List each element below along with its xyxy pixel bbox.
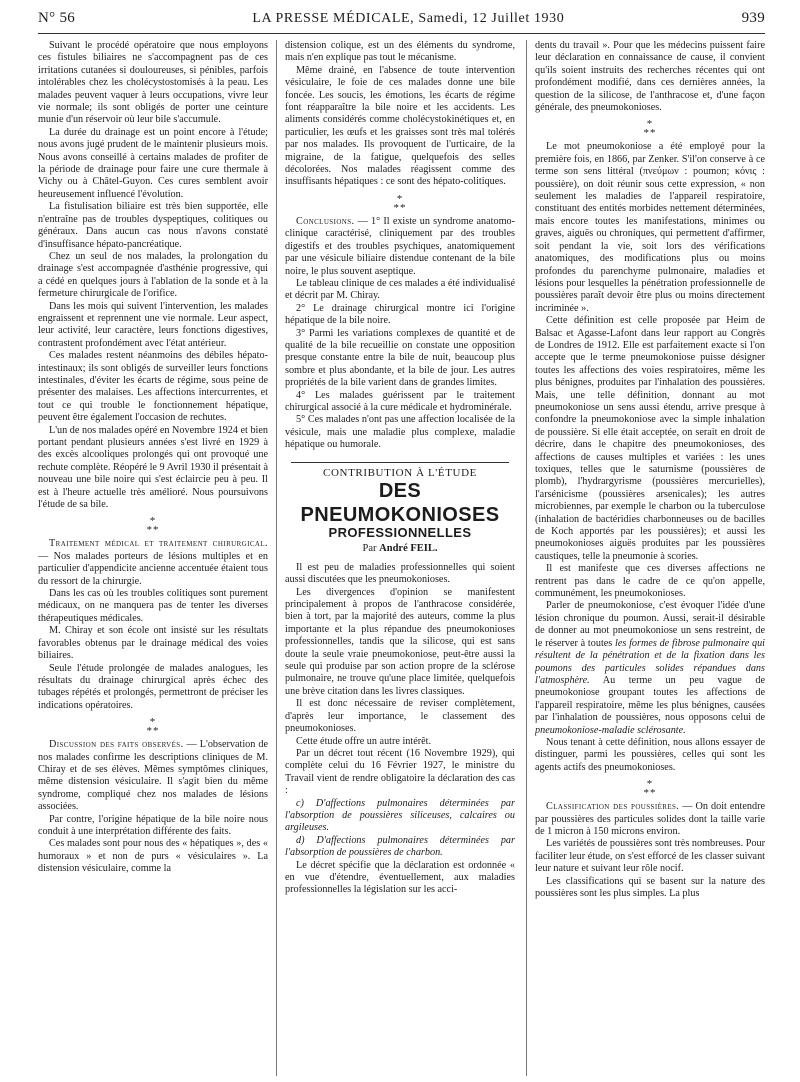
title-rule	[291, 462, 509, 463]
paragraph: dents du travail ». Pour que les médecins puissent faire leur déclaration en connaissance de cause, il convient qu'ils soient instruits des recherches récentes qui ont profondément modifié, dans ces dernières années, la question de la silicose, de l'anthracose et, d'une façon générale, des pneumokonioses.	[535, 40, 765, 114]
section-asterism: * **	[146, 515, 160, 537]
paragraph: Même drainé, en l'absence de toute intervention vésiculaire, le foie de ces malades donne une bile foncée. Les soucis, les émotions, les écarts de régime font réapparaître la bile noire et les accidents. Les aliments considérés comme cholécystokinétiques et, en particulier, les œufs et les graisses sont très mal tolérés par nos malades. Ils provoquent de l'urticaire, de la migraine, de la fatigue, quelquefois des selles décolorées. Nos malades réagissent comme des insuffisants hépatiques : ce sont des hépato-colitiques.	[285, 64, 515, 188]
paragraph: 3° Parmi les variations complexes de quantité et de qualité de la bile recueillie on constate une opposition presque constante entre la bile de nuit, beaucoup plus sombre et plus abondante, et la bile de jour. Les autres propriétés de la bile varient dans de grandes limites.	[285, 327, 515, 389]
column-1	[38, 40, 268, 1076]
paragraph: Dans les cas où les troubles colitiques sont purement médicaux, on ne manquera pas de tenter les diverses thérapeutiques médicales.	[38, 588, 268, 624]
paragraph: Ces malades restent néanmoins des débiles hépato-intestinaux; ils sont obligés de surveiller leurs fonctions intestinales, d'éviter les écarts de régime, sous peine de présenter des malaises. Les affections intercurrentes, et tout ce qui trouble le fonctionnement hépatique, peuvent être également l'occasion de rechutes.	[38, 350, 268, 424]
paragraph: Suivant le procédé opératoire que nous employons ces fistules biliaires ne s'accompagnent pas de ces irritations cutanées si douloureuses, si pénibles, parfois intolérables chez les cholécystostomisés à la peau. Les malades peuvent vaquer à leurs occupations, vivre leur vie normale; ils sont obligés de porter une ceinture munie d'un réservoir où leur bile s'accumule.	[38, 40, 268, 126]
list-item: c) D'affections pulmonaires déterminées par l'absorption de poussières siliceuses, calcaires ou argileuses.	[285, 797, 515, 834]
paragraph: La fistulisation biliaire est très bien supportée, elle n'entraîne pas de troubles dyspeptiques, colitiques ou généraux. Dans aucun cas nous n'avons constaté d'insuffisance hépato-pancréatique.	[38, 201, 268, 250]
paragraph: Par un décret tout récent (16 Novembre 1929), qui complète celui du 16 Février 1927, le ministre du Travail vient de rendre obligatoire la déclaration des cas :	[285, 747, 515, 797]
text-run: Parler de pneumokoniose, c'est évoquer l'idée d'une lésion chronique du poumon. Aussi, serait-il désirable de donner au mot pneumokoniose un sens restreint, de le réserver à toutes	[535, 600, 765, 649]
section-paragraph	[38, 739, 268, 813]
section-asterism: * **	[393, 192, 407, 214]
section-asterism: * **	[643, 778, 657, 800]
paragraph: Les divergences d'opinion se manifestent principalement à propos de l'anthracose considérée, bien à tort, par la majorité des auteurs, comme la plus importante et la plus répandue des pneumokonioses professionnelles, tandis que la silicose, qui est sans doute la seule vraie pneumokoniose, peut-être aussi la seule qui produise par son action propre de la sclérose pulmonaire, ne trouve qu'une place limitée, quelquefois une brève citation dans les livres classiques.	[285, 586, 515, 697]
page-number: 939	[741, 10, 765, 26]
paragraph: Il est donc nécessaire de reviser complètement, d'après leur importance, le classement des pneumokonioses.	[285, 698, 515, 735]
header-rule	[38, 33, 765, 34]
paragraph: Le tableau clinique de ces malades a été individualisé et décrit par M. Chiray.	[285, 277, 515, 302]
paragraph: 5° Ces malades n'ont pas une affection localisée de la vésicule, mais une maladie plus complexe, maladie hépatique ou humorale.	[285, 414, 515, 451]
paragraph: Par contre, l'origine hépatique de la bile noire nous conduit à une interprétation différente des faits.	[38, 813, 268, 837]
section-text: — L'observation de nos malades confirme les descriptions cliniques de M. Chiray et de ses élèves. Mêmes symptômes cliniques, même distension vésiculaire. Il s'agit bien du même syndrome, compliqué chez nos malades de lésions associées.	[38, 739, 268, 813]
section-paragraph	[535, 801, 765, 838]
paragraph: Il est manifeste que ces diverses affections ne rentrent pas dans le cadre de ce qu'on appelle, communément, les pneumokonioses.	[535, 563, 765, 600]
section-heading: Discussion des faits observés.	[49, 739, 184, 751]
paragraph: 4° Les malades guérissent par le traitement chirurgical associé à la cure médicale et hydrominérale.	[285, 389, 515, 413]
byline	[285, 543, 515, 555]
section-asterism: * **	[643, 118, 657, 140]
paragraph: Les variétés de poussières sont très nombreuses. Pour faciliter leur étude, on s'est efforcé de les classer suivant leur nature et suivant leur rôle nocif.	[535, 838, 765, 875]
text-run: Au terme un peu vague de pneumokoniose groupant toutes les affections de l'appareil respiratoire, même les plus bénignes, causées par l'inhalation de poussières, nous opposons celui de	[535, 674, 765, 724]
paragraph: 2° Le drainage chirurgical montre ici l'origine hépatique de la bile noire.	[285, 302, 515, 327]
section-text: — Nos malades porteurs de lésions multiples et en particulier d'appendicite ancienne accentuée étaient tous du ressort de la chirurgie.	[38, 550, 268, 587]
byline-prefix: Par	[362, 543, 380, 555]
paragraph: Il est peu de maladies professionnelles qui soient aussi discutées que les pneumokonioses.	[285, 561, 515, 586]
paragraph: Le mot pneumokoniose a été employé pour la première fois, en 1866, par Zenker. S'il'on conserve à ce terme son sens littéral (πνεύμων : poumon; κόνις : poussière), on doit réunir sous cette expression, « non seulement les maladies de l'appareil respiratoire, constituant des entités morbides nettement déterminées, mais encore toutes les manifestations, minimes ou graves, aiguës ou chroniques, qui permettent d'affirmer, soit pendant la vie, soit lors des vérifications anatomiques, des modifications plus ou moins profondes du parenchyme pulmonaire, maladies et lésions pour lesquelles la pénétration professionnelle de poussières paraît devoir être plus ou moins directement incriminée ».	[535, 141, 765, 314]
section-paragraph	[285, 216, 515, 278]
paragraph: M. Chiray et son école ont insisté sur les résultats favorables obtenus par le drainage médical des voies biliaires.	[38, 625, 268, 662]
column-divider	[276, 40, 277, 1076]
section-text: — On doit entendre par poussières des particules solides dont la taille varie de 1 micron à 150 microns environ.	[535, 801, 765, 837]
emphasis: les formes de fibrose pulmonaire qui résultent de la pénétration et de la fixation dans les poumons des particules solides répandues dans l'atmosphère.	[535, 637, 765, 686]
column-2	[285, 40, 515, 1076]
paragraph: Cette étude offre un autre intérêt.	[296, 735, 432, 747]
paragraph: La durée du drainage est un point encore à l'étude; nous avons jugé prudent de le maintenir plusieurs mois. Nous avons conseillé à certains malades de profiter de la période de drainage pour faire une cure thermale à Vichy ou à Châtel-Guyon. Ces cures semblent avoir heureusement influencé l'évolution.	[38, 126, 268, 200]
paragraph: Les classifications qui se basent sur la nature des poussières sont les plus simples. La plus	[535, 875, 765, 899]
list-item: d) D'affections pulmonaires déterminées par l'absorption de poussières de charbon.	[285, 834, 515, 859]
emphasis: pneumokoniose-maladie sclérosante.	[535, 724, 686, 736]
paragraph: Ces malades sont pour nous des « hépatiques », des « humoraux » et non de purs « vésiculaires ». La distension vésiculaire, comme la	[38, 838, 268, 875]
column-divider	[526, 40, 527, 1076]
paragraph: Chez un seul de nos malades, la prolongation du drainage s'est accompagnée d'asthénie progressive, qui a cédé en quelques jours à l'ablation de la sonde et à la fermeture chirurgicale de l'orifice.	[38, 250, 268, 300]
paragraph: Nous tenant à cette définition, nous allons essayer de distinguer, parmi les poussières, celles qui sont les agents actifs des pneumokonioses.	[535, 736, 765, 773]
paragraph: Dans les mois qui suivent l'intervention, les malades engraissent et reprennent une vie normale. Leur aspect, leur activité, leur caractère, leurs fonctions digestives, contrastent profondément avec l'état antérieur.	[38, 300, 268, 349]
page-header	[38, 10, 765, 32]
issue-number: N° 56	[38, 10, 76, 26]
article-title-block	[285, 462, 515, 556]
paragraph	[535, 600, 765, 736]
section-heading: Conclusions.	[296, 215, 355, 227]
paragraph: L'un de nos malades opéré en Novembre 1924 et bien portant pendant plusieurs années s'est livré en 1929 à des excès alcooliques prolongés qui ont provoqué une rechute complète. Réopéré le 9 Avril 1930 il présentait à nouveau une bile noire qui s'est éclaircie peu à peu. Il est à l'heure actuelle très amélioré. Nous poursuivons l'étude de sa bile.	[38, 424, 268, 511]
article-title: DES PNEUMOKONIOSES	[300, 480, 500, 526]
paragraph: distension colique, est un des éléments du syndrome, mais n'en explique pas tout le mécanisme.	[285, 40, 515, 64]
section-heading: Traitement médical et traitement chirurgical.	[49, 538, 268, 550]
journal-title: LA PRESSE MÉDICALE, Samedi, 12 Juillet 1930	[252, 11, 565, 26]
section-text: — 1° Il existe un syndrome anatomo-clinique caractérisé, cliniquement par des troubles digestifs et des troubles psychiques, anatomiquement par une vésicule biliaire distendue contenant de la bile noire, le plus souvent aseptique.	[285, 215, 515, 277]
column-3	[535, 40, 765, 1076]
article-supertitle: CONTRIBUTION À L'ÉTUDE	[323, 466, 477, 479]
section-heading: Classification des poussières.	[546, 801, 680, 813]
paragraph: Seule l'étude prolongée de malades analogues, les résultats du drainage chirurgical après échec des tubages répétés et prolongés, permettront de préciser les indications opératoires.	[38, 662, 268, 711]
section-asterism: * **	[146, 716, 160, 738]
paragraph: Cette définition est celle proposée par Heim de Balsac et Agasse-Lafont dans leur rapport au Congrès de Londres de 1912. Elle est parfaitement exacte si l'on accepte que le terme pneumokoniose puisse désigner toutes les affections des voies respiratoires, même les plus bénignes, produites par l'inhalation des poussières. Mais, une telle définition, donnant au mot pneumokoniose un sens aussi étendu, arrive presque à confondre la pneumokoniose avec la simple inhalation de poussière. Si elle était acceptée, on serait en droit de décrire, dans le chapitre des pneumokonioses, des affections de causes multiples et variées : les unes toxiques, telles que le saturnisme (poussières de plomb), l'hydrargyrisme (poussières mercurielles), l'arsénicisme (poussières arsenicales); les autres microbiennes, par exemple le charbon ou la tuberculose (inhalation de bactéridies charbonneuses ou de bacilles de Koch apportés par les poussières); et aussi les pneumokonioses aiguës produites par les poussières caustiques, telle la pneumonie à scories.	[535, 315, 765, 562]
article-subtitle: PROFESSIONNELLES	[328, 525, 472, 540]
author-name: André FEIL.	[379, 543, 438, 555]
section-paragraph	[38, 538, 268, 588]
paragraph: Le décret spécifie que la déclaration est ordonnée « en vue d'étendre, éventuellement, aux maladies professionnelles la législation sur les acci-	[285, 859, 515, 896]
